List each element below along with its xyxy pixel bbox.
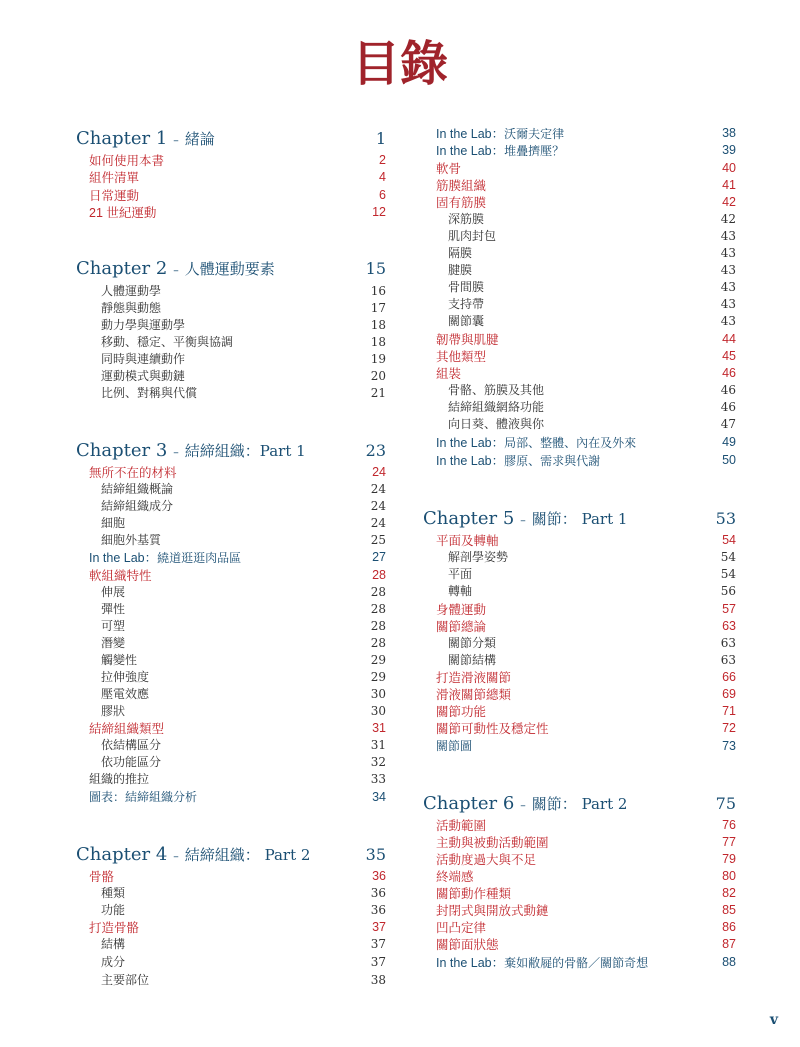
toc-entry[interactable] <box>423 668 736 685</box>
entry-page: 54 <box>720 549 736 564</box>
entry-page: 28 <box>370 584 386 599</box>
toc-entry[interactable] <box>423 548 736 565</box>
entry-page: 16 <box>370 283 386 298</box>
entry-label: 比例、對稱與代償 <box>101 386 198 400</box>
chapter-3-heading[interactable] <box>76 438 386 462</box>
toc-entry[interactable] <box>423 884 736 901</box>
entry-page: 49 <box>722 434 736 449</box>
entry-page: 72 <box>722 720 736 735</box>
toc-entry[interactable] <box>423 850 736 867</box>
toc-entry[interactable] <box>423 531 736 548</box>
entry-label <box>76 548 241 566</box>
entry-page: 46 <box>722 365 736 380</box>
toc-entry[interactable] <box>76 651 386 668</box>
toc-entry-in-the-lab[interactable] <box>423 451 736 468</box>
entry-label: 骨骼、筋膜及其他 <box>448 383 545 397</box>
page-title: 目錄 <box>351 36 448 92</box>
entry-label: 結締組織類型 <box>89 721 165 736</box>
toc-entry[interactable] <box>76 788 386 805</box>
toc-entry[interactable] <box>76 203 386 220</box>
toc-entry[interactable] <box>423 176 736 193</box>
entry-label: 功能 <box>101 903 126 917</box>
entry-label <box>423 451 600 469</box>
toc-entry[interactable] <box>76 736 386 753</box>
entry-label: 壓電效應 <box>101 687 150 701</box>
in-the-lab-prefix: In the Lab： <box>436 453 505 468</box>
entry-label: 21 世紀運動 <box>89 205 157 220</box>
entry-page: 21 <box>370 385 386 400</box>
entry-label: 滑液關節總類 <box>436 687 512 702</box>
toc-entry-in-the-lab[interactable] <box>423 141 736 158</box>
entry-label: 彈性 <box>101 602 126 616</box>
toc-entry[interactable] <box>423 737 736 754</box>
toc-entry[interactable] <box>76 497 386 514</box>
entry-page: 36 <box>370 885 386 900</box>
entry-page: 43 <box>720 262 736 277</box>
entry-page: 24 <box>372 464 386 479</box>
chapter-4-heading[interactable] <box>76 842 386 866</box>
entry-page: 71 <box>722 703 736 718</box>
entry-page: 6 <box>379 187 386 202</box>
toc-entry[interactable] <box>76 333 386 350</box>
entry-page: 42 <box>720 211 736 226</box>
entry-page: 19 <box>370 351 386 366</box>
entry-page: 29 <box>370 669 386 684</box>
entry-page: 36 <box>372 868 386 883</box>
entry-label <box>423 737 472 754</box>
toc-entry[interactable] <box>76 186 386 203</box>
entry-page: 73 <box>722 738 736 753</box>
entry-page: 30 <box>370 686 386 701</box>
entry-label: 觸變性 <box>101 653 138 667</box>
chapter-separator: – <box>173 445 179 459</box>
entry-page: 34 <box>372 789 386 804</box>
toc-entry[interactable] <box>423 381 736 398</box>
entry-page: 43 <box>720 279 736 294</box>
entry-page: 17 <box>370 300 386 315</box>
chapter-page: 23 <box>365 440 386 460</box>
toc-entry[interactable] <box>76 316 386 333</box>
entry-page: 82 <box>722 885 736 900</box>
entry-label: 移動、穩定、平衡與協調 <box>101 335 234 349</box>
toc-entry[interactable] <box>76 753 386 770</box>
toc-entry[interactable] <box>423 918 736 935</box>
entry-label: 細胞外基質 <box>101 533 162 547</box>
toc-entry[interactable] <box>76 463 386 480</box>
chapter-number: Chapter 1 <box>76 127 168 149</box>
entry-page: 43 <box>720 245 736 260</box>
entry-label: 平面 <box>448 567 473 581</box>
entry-page: 28 <box>370 618 386 633</box>
entry-label: 依功能區分 <box>101 755 162 769</box>
entry-label: 關節總論 <box>436 619 487 634</box>
toc-entry-in-the-lab[interactable] <box>423 433 736 450</box>
chapter-number: Chapter 6 <box>423 792 515 814</box>
toc-entry[interactable] <box>423 227 736 244</box>
toc-entry[interactable] <box>76 151 386 168</box>
entry-page: 37 <box>370 954 386 969</box>
toc-entry[interactable] <box>423 833 736 850</box>
chapter-separator: – <box>173 263 179 277</box>
toc-entry[interactable] <box>423 415 736 432</box>
chapter-page: 35 <box>365 844 386 864</box>
entry-page: 28 <box>372 567 386 582</box>
chapter-separator: – <box>520 798 526 812</box>
toc-entry[interactable] <box>423 295 736 312</box>
toc-entry[interactable] <box>423 244 736 261</box>
chapter-separator: – <box>173 849 179 863</box>
toc-entry[interactable] <box>423 935 736 952</box>
entry-label: 結構 <box>101 937 126 951</box>
entry-label <box>423 124 564 142</box>
entry-page: 76 <box>722 817 736 832</box>
entry-page: 33 <box>370 771 386 786</box>
entry-page: 37 <box>370 936 386 951</box>
chapter-name: 緒論 <box>184 129 215 148</box>
entry-label: 腱膜 <box>448 263 473 277</box>
entry-label: 如何使用本書 <box>89 153 165 168</box>
chapter-2-heading[interactable] <box>76 256 386 280</box>
entry-label: 潛變 <box>101 636 126 650</box>
toc-entry[interactable] <box>76 531 386 548</box>
entry-page: 31 <box>370 737 386 752</box>
entry-label: 組裝 <box>436 366 462 381</box>
entry-page: 18 <box>370 334 386 349</box>
toc-entry[interactable] <box>76 702 386 719</box>
entry-page: 69 <box>722 686 736 701</box>
entry-page: 46 <box>720 399 736 414</box>
toc-entry[interactable] <box>76 600 386 617</box>
toc-entry[interactable] <box>76 282 386 299</box>
toc-entry[interactable] <box>76 668 386 685</box>
entry-label: 拉伸強度 <box>101 670 150 684</box>
entry-label: 可塑 <box>101 619 126 633</box>
entry-page: 4 <box>379 169 386 184</box>
entry-page: 45 <box>722 348 736 363</box>
toc-entry[interactable] <box>423 159 736 176</box>
in-the-lab-title: 繞道逛逛肉品區 <box>157 550 242 565</box>
entry-page: 79 <box>722 851 736 866</box>
entry-page: 57 <box>722 601 736 616</box>
entry-label <box>423 141 564 159</box>
toc-entry[interactable] <box>76 685 386 702</box>
toc-entry[interactable] <box>423 901 736 918</box>
toc-entry[interactable] <box>76 168 386 185</box>
toc-entry[interactable] <box>76 953 386 970</box>
entry-label: 組織的推拉 <box>89 772 150 786</box>
toc-entry[interactable] <box>423 398 736 415</box>
chapter-name: 人體運動要素 <box>184 259 275 278</box>
chapter-name: 關節： Part 1 <box>531 509 628 528</box>
chapter-name: 關節： Part 2 <box>531 794 628 813</box>
entry-label: 主動與被動活動範圍 <box>436 835 549 850</box>
entry-page: 18 <box>370 317 386 332</box>
entry-page: 40 <box>722 160 736 175</box>
entry-page: 80 <box>722 868 736 883</box>
entry-label: 活動度過大與不足 <box>436 852 537 867</box>
entry-page: 41 <box>722 177 736 192</box>
chapter-name: 結締組織：Part 1 <box>184 441 306 460</box>
entry-label <box>423 953 648 971</box>
entry-label: 活動範圍 <box>436 818 487 833</box>
entry-page: 32 <box>370 754 386 769</box>
toc-entry[interactable] <box>423 347 736 364</box>
entry-label: 結締組織概論 <box>101 482 174 496</box>
entry-label: 封閉式與開放式動鏈 <box>436 903 549 918</box>
entry-page: 43 <box>720 313 736 328</box>
entry-page: 43 <box>720 296 736 311</box>
entry-page: 63 <box>720 652 736 667</box>
entry-label: 骨間膜 <box>448 280 485 294</box>
toc-entry[interactable] <box>423 364 736 381</box>
entry-label: 動力學與運動學 <box>101 318 186 332</box>
entry-page: 39 <box>722 142 736 157</box>
entry-label: 關節結構 <box>448 653 497 667</box>
entry-page: 63 <box>722 618 736 633</box>
toc-entry[interactable] <box>76 719 386 736</box>
entry-page: 30 <box>370 703 386 718</box>
chapter-page: 53 <box>715 508 736 528</box>
toc-entry[interactable] <box>423 651 736 668</box>
entry-page: 77 <box>722 834 736 849</box>
toc-entry[interactable] <box>76 299 386 316</box>
entry-page: 25 <box>370 532 386 547</box>
entry-page: 24 <box>370 481 386 496</box>
entry-label: 關節囊 <box>448 314 485 328</box>
entry-label: 向日葵、體液與你 <box>448 417 545 431</box>
entry-page: 66 <box>722 669 736 684</box>
entry-label: 伸展 <box>101 585 126 599</box>
entry-label: 關節分類 <box>448 636 497 650</box>
toc-entry[interactable] <box>423 816 736 833</box>
entry-label: 解剖學姿勢 <box>448 550 509 564</box>
entry-page: 86 <box>722 919 736 934</box>
entry-label: 骨骼 <box>89 869 115 884</box>
toc-entry[interactable] <box>423 634 736 651</box>
entry-label <box>423 433 636 451</box>
toc-entry[interactable] <box>76 901 386 918</box>
toc-entry[interactable] <box>76 770 386 787</box>
entry-label: 組件清單 <box>89 170 140 185</box>
entry-page: 85 <box>722 902 736 917</box>
chapter-number: Chapter 3 <box>76 439 168 461</box>
entry-label: 結締組織網絡功能 <box>448 400 545 414</box>
toc-entry[interactable] <box>423 685 736 702</box>
entry-label: 軟組織特性 <box>89 568 152 583</box>
entry-label: 關節可動性及穩定性 <box>436 721 549 736</box>
in-the-lab-title: 局部、整體、內在及外來 <box>504 435 637 450</box>
entry-label: 種類 <box>101 886 126 900</box>
toc-entry[interactable] <box>76 884 386 901</box>
chapter-number: Chapter 4 <box>76 843 168 865</box>
entry-label: 固有筋膜 <box>436 195 487 210</box>
in-the-lab-prefix: In the Lab： <box>436 126 505 141</box>
chapter-separator: – <box>173 133 179 147</box>
entry-page: 38 <box>370 972 386 987</box>
toc-entry[interactable] <box>76 634 386 651</box>
entry-page: 42 <box>722 194 736 209</box>
entry-label: 終端感 <box>436 869 474 884</box>
entry-label: 關節動作種類 <box>436 886 512 901</box>
in-the-lab-title: 膠原、需求與代謝 <box>504 453 601 468</box>
toc-entry[interactable] <box>76 367 386 384</box>
entry-label: 深筋膜 <box>448 212 485 226</box>
toc-entry[interactable] <box>423 261 736 278</box>
entry-page: 36 <box>370 902 386 917</box>
entry-page: 31 <box>372 720 386 735</box>
toc-entry[interactable] <box>76 480 386 497</box>
chapter-page: 75 <box>715 793 736 813</box>
entry-page: 56 <box>720 583 736 598</box>
entry-label <box>76 788 197 805</box>
in-the-lab-title: 沃爾夫定律 <box>504 126 565 141</box>
entry-page: 43 <box>720 228 736 243</box>
entry-page: 38 <box>722 125 736 140</box>
entry-page: 24 <box>370 515 386 530</box>
toc-entry[interactable] <box>76 566 386 583</box>
entry-page: 46 <box>720 382 736 397</box>
entry-label: 打造骨骼 <box>89 920 140 935</box>
toc-entry[interactable] <box>76 867 386 884</box>
toc-entry[interactable] <box>423 582 736 599</box>
chapter-6-heading[interactable] <box>423 791 736 815</box>
entry-page: 63 <box>720 635 736 650</box>
entry-label-text: 圖表：結締組織分析 <box>89 790 198 804</box>
entry-label: 凹凸定律 <box>436 920 487 935</box>
chapter-page: 1 <box>375 128 386 148</box>
entry-label: 打造滑液關節 <box>436 670 512 685</box>
entry-label: 軟骨 <box>436 161 462 176</box>
toc-entry[interactable] <box>76 583 386 600</box>
entry-page: 54 <box>720 566 736 581</box>
toc-entry[interactable] <box>423 617 736 634</box>
entry-label: 結締組織成分 <box>101 499 174 513</box>
entry-label: 身體運動 <box>436 602 487 617</box>
entry-label: 關節功能 <box>436 704 487 719</box>
in-the-lab-prefix: In the Lab： <box>436 955 505 970</box>
entry-label: 其他類型 <box>436 349 487 364</box>
entry-page: 28 <box>370 635 386 650</box>
entry-label: 韌帶與肌腱 <box>436 332 499 347</box>
entry-label: 日常運動 <box>89 188 140 203</box>
entry-page: 37 <box>372 919 386 934</box>
entry-label: 支持帶 <box>448 297 485 311</box>
entry-label: 人體運動學 <box>101 284 162 298</box>
in-the-lab-prefix: In the Lab： <box>89 550 158 565</box>
entry-label: 靜態與動態 <box>101 301 162 315</box>
entry-label: 平面及轉軸 <box>436 533 499 548</box>
entry-label: 細胞 <box>101 516 126 530</box>
entry-page: 50 <box>722 452 736 467</box>
toc-entry[interactable] <box>76 918 386 935</box>
page-number: v <box>769 1012 778 1028</box>
in-the-lab-title: 堆疊擠壓？ <box>504 143 565 158</box>
entry-page: 27 <box>372 549 386 564</box>
entry-page: 87 <box>722 936 736 951</box>
entry-label: 成分 <box>101 955 126 969</box>
entry-label-text: 關節圖 <box>436 739 473 753</box>
toc-entry[interactable] <box>423 702 736 719</box>
in-the-lab-title: 棄如敝屣的骨骼／關節奇想 <box>504 955 649 970</box>
toc-entry[interactable] <box>423 210 736 227</box>
toc-entry[interactable] <box>423 330 736 347</box>
toc-entry[interactable] <box>423 719 736 736</box>
entry-label: 隔膜 <box>448 246 473 260</box>
in-the-lab-prefix: In the Lab： <box>436 435 505 450</box>
toc-entry[interactable] <box>76 617 386 634</box>
toc-entry[interactable] <box>423 193 736 210</box>
entry-page: 12 <box>372 204 386 219</box>
entry-label: 同時與連續動作 <box>101 352 186 366</box>
toc-entry[interactable] <box>423 867 736 884</box>
entry-page: 88 <box>722 954 736 969</box>
toc-entry[interactable] <box>76 935 386 952</box>
toc-entry[interactable] <box>423 278 736 295</box>
entry-label: 無所不在的材料 <box>89 465 177 480</box>
entry-label: 運動模式與動鏈 <box>101 369 186 383</box>
entry-label: 肌肉封包 <box>448 229 497 243</box>
toc-entry-in-the-lab[interactable] <box>76 548 386 565</box>
toc-entry[interactable] <box>423 312 736 329</box>
toc-entry[interactable] <box>76 350 386 367</box>
chapter-5-heading[interactable] <box>423 506 736 530</box>
chapter-number: Chapter 2 <box>76 257 168 279</box>
entry-page: 29 <box>370 652 386 667</box>
chapter-1-heading[interactable] <box>76 126 386 150</box>
entry-page: 47 <box>720 416 736 431</box>
entry-page: 24 <box>370 498 386 513</box>
chapter-name: 結締組織： Part 2 <box>184 845 311 864</box>
entry-label: 轉軸 <box>448 584 473 598</box>
toc-entry[interactable] <box>76 971 386 988</box>
toc-entry[interactable] <box>76 384 386 401</box>
entry-page: 28 <box>370 601 386 616</box>
entry-label: 筋膜組織 <box>436 178 487 193</box>
toc-entry[interactable] <box>423 565 736 582</box>
chapter-number: Chapter 5 <box>423 507 515 529</box>
entry-label: 膠狀 <box>101 704 126 718</box>
toc-entry[interactable] <box>423 600 736 617</box>
entry-page: 44 <box>722 331 736 346</box>
toc-entry-in-the-lab[interactable] <box>423 953 736 970</box>
entry-page: 20 <box>370 368 386 383</box>
entry-page: 2 <box>379 152 386 167</box>
entry-page: 54 <box>722 532 736 547</box>
entry-label: 主要部位 <box>101 973 150 987</box>
entry-label: 依結構區分 <box>101 738 162 752</box>
toc-entry-in-the-lab[interactable] <box>423 124 736 141</box>
chapter-separator: – <box>520 513 526 527</box>
chapter-page: 15 <box>365 258 386 278</box>
entry-label: 關節面狀態 <box>436 937 499 952</box>
in-the-lab-prefix: In the Lab： <box>436 143 505 158</box>
toc-entry[interactable] <box>76 514 386 531</box>
